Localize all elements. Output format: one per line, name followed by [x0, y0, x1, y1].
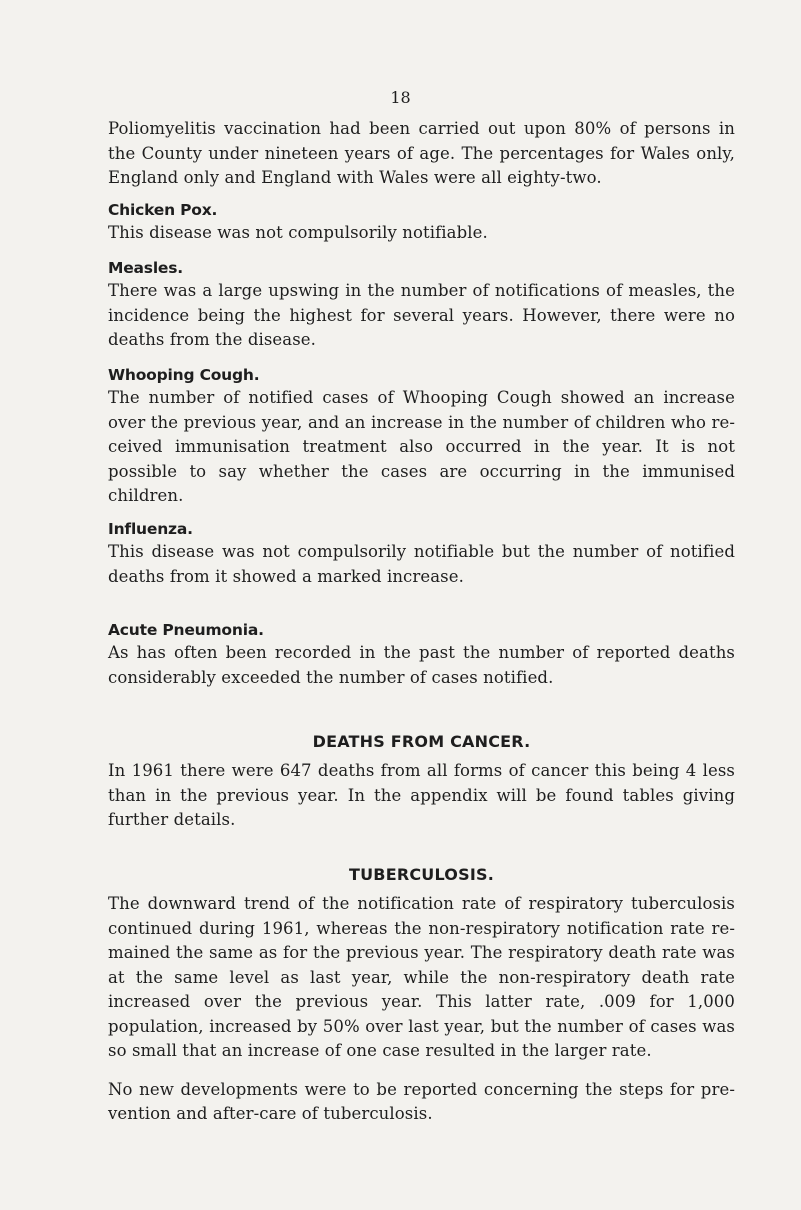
- whooping-cough-paragraph: The number of notified cases of Whooping Cough showed an increase over the previous year, and an increase in the number of children who re-ceived immunisation treatment also occurred in the year. It is not possible to say whether the cases are occurring in the immunised children.: [108, 388, 735, 505]
- measles-heading: Measles.: [108, 259, 183, 277]
- cancer-paragraph: In 1961 there were 647 deaths from all forms of cancer this being 4 less than in the previous year. In the appendix will be found tables giving further details.: [108, 761, 735, 829]
- tuberculosis-paragraph-2: No new developments were to be reported concerning the steps for pre-vention and after-care of tuberculosis.: [108, 1079, 735, 1123]
- polio-section: [108, 117, 735, 191]
- influenza-paragraph: This disease was not compulsorily notifiable but the number of notified deaths from it showed a marked increase.: [108, 542, 735, 586]
- acute-pneumonia-section: [108, 621, 735, 690]
- influenza-section: [108, 520, 735, 589]
- chicken-pox-section: [108, 201, 735, 246]
- tuberculosis-paragraph-1: The downward trend of the notification rate of respiratory tuberculosis continued during 1961, whereas the non-respiratory notification rate re-mained the same as for the previous year. The respiratory death rate was at the same level as last year, while the non-respiratory death rate increased over the previous year. This latter rate, .009 for 1,000 population, increased by 50% over last year, but the number of cases was so small that an increase of one case resulted in the larger rate.: [108, 894, 735, 1060]
- measles-section: [108, 259, 735, 353]
- chicken-pox-paragraph: This disease was not compulsorily notifiable.: [108, 223, 488, 242]
- tuberculosis-heading: TUBERCULOSIS.: [349, 865, 494, 884]
- cancer-heading: DEATHS FROM CANCER.: [312, 732, 531, 751]
- acute-pneumonia-heading: Acute Pneumonia.: [108, 621, 264, 639]
- tuberculosis-section: [108, 865, 735, 1127]
- polio-paragraph: Poliomyelitis vaccination had been carried out upon 80% of persons in the County under nineteen years of age. The percentages for Wales only, England only and England with Wales were all eighty-two.: [108, 119, 735, 187]
- page-number: 18: [390, 88, 411, 107]
- measles-paragraph: There was a large upswing in the number of notifications of measles, the incidence being the highest for several years. However, there were no deaths from the disease.: [108, 281, 735, 349]
- whooping-cough-section: [108, 366, 735, 509]
- acute-pneumonia-paragraph: As has often been recorded in the past the number of reported deaths considerably exceeded the number of cases notified.: [108, 643, 735, 687]
- influenza-heading: Influenza.: [108, 520, 193, 538]
- cancer-section: [108, 732, 735, 833]
- chicken-pox-heading: Chicken Pox.: [108, 201, 218, 219]
- whooping-cough-heading: Whooping Cough.: [108, 366, 260, 384]
